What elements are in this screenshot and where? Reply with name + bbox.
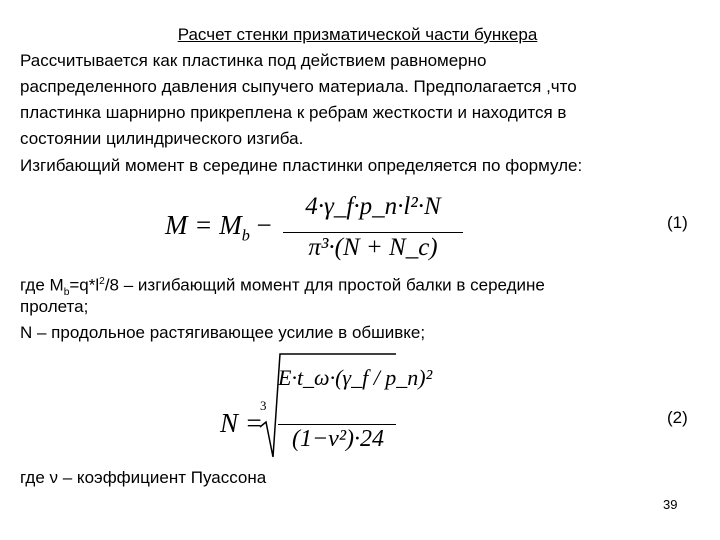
formula-1-numerator: 4·γ_f·p_n·l²·N [305,193,441,220]
formula-2-lhs: N = [220,408,263,438]
n-definition: N – продольное растягивающее усилие в обшивке; [20,323,426,342]
formula-1-number: (1) [667,213,688,232]
formula-1-lhs: $M = M_b$ − [165,210,272,245]
formula-2-denominator: (1−ν²)·24 [291,426,385,452]
paragraph-line: распределенного давления сыпучего материала. Предполагается ,что [20,77,577,96]
formula-1-denominator: π³·(N + N_c) [308,234,438,261]
paragraph-line: состоянии цилиндрического изгиба. [20,129,304,148]
poisson-definition: где ν – коэффициент Пуассона [20,468,267,487]
formula-2-numerator: E·t_ω·(γ_f / p_n)² [278,365,433,390]
paragraph-line: пластинка шарнирно прикреплена к ребрам жесткости и находится в [20,103,567,122]
formula-2-number: (2) [667,408,688,427]
root-index: 3 [260,398,267,413]
paragraph-line: Изгибающий момент в середине пластинки определяется по формуле: [20,156,583,175]
slide-title: Расчет стенки призматической части бункера [177,25,538,44]
where-mb-line2: пролета; [20,297,89,316]
page-number: 39 [663,497,678,512]
paragraph-line: Рассчитывается как пластинка под действием равномерно [20,51,487,70]
where-mb-line: где $M_b=q*l^2/8$ – изгибающий момент для простой балки в середине [20,275,545,299]
